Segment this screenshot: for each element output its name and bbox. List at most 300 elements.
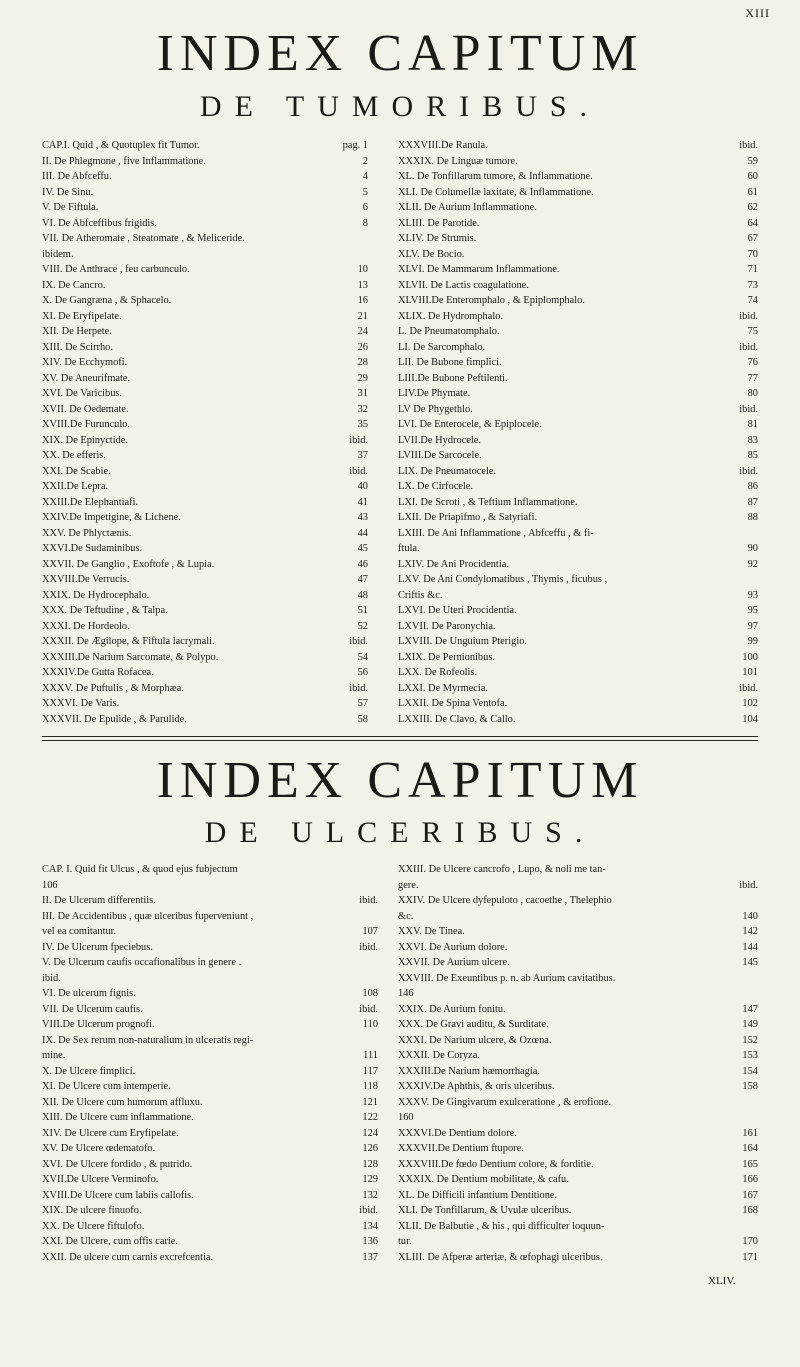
entry-page: 81 <box>747 419 758 430</box>
entry-page: 44 <box>357 527 368 539</box>
entry-page: 48 <box>357 589 368 601</box>
entry-title: XXXII. De Coryza. <box>398 1050 480 1061</box>
index-entry <box>398 971 758 987</box>
entry-title: CAP.I. Quid , & Quotuplex fit Tumor. <box>42 140 200 151</box>
entry-page: 51 <box>357 605 368 616</box>
entry-title: XXXVII. De Epulide , & Parulide. <box>42 713 187 725</box>
index-entry <box>398 1033 758 1049</box>
entry-title: 106 <box>42 879 58 891</box>
index-entry <box>398 278 758 294</box>
index-entry <box>42 878 378 894</box>
entry-page: 6 <box>362 202 368 213</box>
index-entry <box>398 541 758 557</box>
index-entry <box>42 231 368 247</box>
entry-title: LIX. De Pneumatocele. <box>398 465 497 477</box>
entry-title: LVI. De Enterocele, & Epiplocele. <box>398 419 542 430</box>
entry-page: 171 <box>742 1251 758 1263</box>
entry-title: XXXII. De Ægilope, & Fiftula lacrymali. <box>42 636 215 647</box>
entry-title: XXVIII. De Exeuntibus p. n. ab Aurium cavitatibus. <box>398 972 616 984</box>
index-entry <box>398 309 758 325</box>
index-entry <box>42 138 368 154</box>
entry-page: 128 <box>362 1158 378 1170</box>
entry-title: 160 <box>398 1112 414 1123</box>
index-entry <box>42 479 368 495</box>
index-entry <box>42 262 368 278</box>
entry-page: ibid. <box>359 895 378 906</box>
entry-title: XLV. De Bocio. <box>398 248 465 260</box>
entry-title: IV. De Ulcerum fpeciebus. <box>42 941 153 953</box>
index-entry <box>42 433 368 449</box>
entry-page: 26 <box>357 341 368 353</box>
entry-page: 10 <box>357 264 368 275</box>
entry-page: 77 <box>747 372 758 384</box>
entry-title: XXXVIII.De fœdo Dentium colore, & forditie. <box>398 1158 594 1170</box>
entry-page: 46 <box>357 558 368 570</box>
index-entry <box>42 712 368 728</box>
index-entry <box>398 1203 758 1219</box>
ulcers-right-column <box>398 862 758 1265</box>
index-entry <box>398 262 758 278</box>
entry-title: XLII. De Aurium Inflammatione. <box>398 202 537 213</box>
entry-page: ibid. <box>359 1003 378 1015</box>
entry-title: IX. De Sex rerum non-naturalium in ulceratis regi- <box>42 1034 254 1046</box>
entry-page: 85 <box>747 450 758 461</box>
index-entry <box>42 1157 378 1173</box>
entry-page: 118 <box>362 1081 378 1092</box>
entry-title: LXXIII. De Clavo, & Callo. <box>398 713 516 725</box>
entry-page: 88 <box>747 512 758 523</box>
entry-title: &c. <box>398 910 414 922</box>
entry-title: IV. De Sinu. <box>42 186 94 198</box>
index-entry <box>398 650 758 666</box>
entry-page: 61 <box>747 186 758 198</box>
index-entry <box>398 1017 758 1033</box>
index-entry <box>398 619 758 635</box>
index-entry <box>42 1064 378 1080</box>
entry-page: 74 <box>747 295 758 306</box>
index-entry <box>42 417 368 433</box>
entry-title: CAP. I. Quid fit Ulcus , & quod ejus fubjectum <box>42 864 238 875</box>
index-entry <box>42 955 378 971</box>
index-entry <box>42 619 368 635</box>
entry-title: XXIX. De Aurium fonitu. <box>398 1003 506 1015</box>
index-entry <box>42 402 368 418</box>
entry-page: 31 <box>357 388 368 399</box>
index-entry <box>398 200 758 216</box>
entry-title: XVII. De Oedemate. <box>42 403 129 415</box>
entry-title: LXVII. De Paronychia. <box>398 620 496 632</box>
entry-page: 153 <box>742 1050 758 1061</box>
index-entry <box>42 1141 378 1157</box>
index-entry <box>398 878 758 894</box>
index-entry <box>42 448 368 464</box>
entry-title: XIV. De Ecchymofi. <box>42 357 128 368</box>
index-entry <box>398 909 758 925</box>
entry-title: II. De Ulcerum differentiis. <box>42 895 156 906</box>
index-entry <box>398 986 758 1002</box>
index-entry <box>42 1002 378 1018</box>
entry-title: XXII.De Lepra. <box>42 481 109 492</box>
index-entry <box>398 464 758 480</box>
index-entry <box>42 696 368 712</box>
index-entry <box>42 1033 378 1049</box>
index-entry <box>42 293 368 309</box>
entry-page: 13 <box>357 279 368 291</box>
entry-title: LXIII. De Ani Inflammatione , Abfceffu , & fi- <box>398 527 594 539</box>
entry-title: XXV. De Tinea. <box>398 926 465 937</box>
entry-title: XXXVII.De Dentium ftupore. <box>398 1143 524 1154</box>
entry-page: 134 <box>362 1220 378 1232</box>
entry-title: tur. <box>398 1236 412 1247</box>
entry-page: 8 <box>362 217 368 229</box>
index-entry <box>42 355 368 371</box>
entry-title: gere. <box>398 879 419 891</box>
entry-title: LXII. De Priapifmo , & Satyriafi. <box>398 512 538 523</box>
entry-title: XVII.De Ulcere Verminofo. <box>42 1174 159 1185</box>
entry-title: XXVI.De Sudaminibus. <box>42 543 143 554</box>
index-entry <box>398 1002 758 1018</box>
entry-page: 92 <box>747 558 758 570</box>
index-entry <box>398 1250 758 1266</box>
entry-title: V. De Fiftula. <box>42 202 99 213</box>
entry-title: XLII. De Balbutie , & his , qui difficulter loquun- <box>398 1220 605 1232</box>
entry-page: ibid. <box>349 636 368 647</box>
entry-title: XXI. De Scabie. <box>42 465 111 477</box>
entry-title: XIX. De Epinyctide. <box>42 434 128 446</box>
entry-title: VI. De Abfceffibus frigidis. <box>42 217 157 229</box>
entry-title: XXXI. De Hordeolo. <box>42 620 130 632</box>
entry-title: LV De Phygethlo. <box>398 403 473 415</box>
index-entry <box>398 862 758 878</box>
index-entry <box>398 355 758 371</box>
entry-title: XLIII. De Parotide. <box>398 217 480 229</box>
index-entry <box>42 324 368 340</box>
entry-page: pag. 1 <box>342 140 368 151</box>
index-entry <box>398 417 758 433</box>
entry-title: XIV. De Ulcere cum Eryfipelate. <box>42 1127 179 1139</box>
section-divider <box>42 736 758 737</box>
index-entry <box>398 1219 758 1235</box>
entry-title: XXV. De Phlyctænis. <box>42 527 132 539</box>
index-entry <box>42 216 368 232</box>
entry-title: LXXI. De Myrmecia. <box>398 682 489 694</box>
entry-title: ftula. <box>398 543 420 554</box>
index-entry <box>398 1126 758 1142</box>
index-entry <box>42 971 378 987</box>
entry-page: 45 <box>357 543 368 554</box>
tumors-left-column <box>42 138 368 727</box>
entry-page: 16 <box>357 295 368 306</box>
entry-title: LII. De Bubone fimplici. <box>398 357 502 368</box>
entry-title: XIX. De ulcere finuofo. <box>42 1205 142 1216</box>
entry-page: 87 <box>747 496 758 508</box>
index-entry <box>42 940 378 956</box>
index-entry <box>398 169 758 185</box>
index-entry <box>398 433 758 449</box>
entry-title: XLIX. De Hydromphalo. <box>398 310 504 322</box>
index-entry <box>42 526 368 542</box>
entry-title: XXXV. De Puftulis , & Morphæa. <box>42 682 184 694</box>
entry-title: XXVII. De Ganglio , Exoftofe , & Lupia. <box>42 558 215 570</box>
index-entry <box>42 200 368 216</box>
entry-page: 101 <box>742 667 758 678</box>
entry-title: LXX. De Rofeolis. <box>398 667 478 678</box>
index-entry <box>42 495 368 511</box>
entry-page: 142 <box>742 926 758 937</box>
index-entry <box>398 1141 758 1157</box>
entry-title: XXVII. De Aurium ulcere. <box>398 957 510 968</box>
index-entry <box>398 510 758 526</box>
entry-title: XL. De Tonfillarum tumore, & Inflammatione. <box>398 171 593 182</box>
index-entry <box>42 634 368 650</box>
entry-title: VIII.De Ulcerum prognofi. <box>42 1019 155 1030</box>
entry-title: LIII.De Bubone Peftilenti. <box>398 372 508 384</box>
entry-title: XIII. De Ulcere cum inflammatione. <box>42 1112 194 1123</box>
index-entry <box>42 386 368 402</box>
entry-page: 59 <box>747 155 758 167</box>
index-entry <box>42 154 368 170</box>
entry-page: 110 <box>362 1019 378 1030</box>
index-entry <box>42 1126 378 1142</box>
index-entry <box>398 572 758 588</box>
entry-page: 64 <box>747 217 758 229</box>
entry-title: LXV. De Ani Condylomatibus , Thymis , ficubus , <box>398 574 608 585</box>
entry-title: Criftis &c. <box>398 589 443 601</box>
index-entry <box>42 924 378 940</box>
index-entry <box>398 479 758 495</box>
entry-page: 90 <box>747 543 758 554</box>
entry-page: 32 <box>357 403 368 415</box>
entry-page: 147 <box>742 1003 758 1015</box>
entry-title: XXIII.De Elephantiafi. <box>42 496 139 508</box>
entry-page: 129 <box>362 1174 378 1185</box>
index-entry <box>42 1017 378 1033</box>
index-entry <box>42 572 368 588</box>
index-entry <box>398 138 758 154</box>
index-entry <box>398 924 758 940</box>
entry-title: XXIV.De Impetigine, & Lichene. <box>42 512 181 523</box>
entry-page: ibid. <box>739 140 758 151</box>
entry-page: 104 <box>742 713 758 725</box>
entry-title: LI. De Sarcomphalo. <box>398 341 486 353</box>
entry-title: XXX. De Teftudine , & Talpa. <box>42 605 168 616</box>
entry-page: 132 <box>362 1189 378 1201</box>
entry-page: 149 <box>742 1019 758 1030</box>
index-entry <box>42 309 368 325</box>
entry-page: 122 <box>362 1112 378 1123</box>
entry-title: ibidem. <box>42 248 74 260</box>
entry-page: 140 <box>742 910 758 922</box>
ulcers-left-column <box>42 862 378 1265</box>
entry-page: 145 <box>742 957 758 968</box>
entry-page: 93 <box>747 589 758 601</box>
entry-page: 41 <box>357 496 368 508</box>
entry-title: X. De Gangræna , & Sphacelo. <box>42 295 172 306</box>
index-entry <box>398 1234 758 1250</box>
index-entry <box>398 1095 758 1111</box>
index-entry <box>398 955 758 971</box>
entry-title: mine. <box>42 1050 66 1061</box>
entry-title: LXI. De Scroti , & Teftium Inflammatione. <box>398 496 578 508</box>
entry-page: 168 <box>742 1205 758 1216</box>
entry-page: 47 <box>357 574 368 585</box>
entry-page: 99 <box>747 636 758 647</box>
entry-title: XXXIV.De Gutta Rofacea. <box>42 667 154 678</box>
entry-page: 144 <box>742 941 758 953</box>
entry-page: 165 <box>742 1158 758 1170</box>
entry-title: ibid. <box>42 972 61 984</box>
entry-page: 28 <box>357 357 368 368</box>
entry-title: X. De Ulcere fimplici. <box>42 1065 136 1077</box>
entry-page: 43 <box>357 512 368 523</box>
entry-page: 100 <box>742 651 758 663</box>
index-entry <box>398 1110 758 1126</box>
entry-page: 170 <box>742 1236 758 1247</box>
index-entry <box>398 371 758 387</box>
entry-title: XVI. De Varicibus. <box>42 388 123 399</box>
entry-page: 124 <box>362 1127 378 1139</box>
entry-title: VIII. De Anthrace , feu carbunculo. <box>42 264 190 275</box>
entry-page: ibid. <box>349 682 368 694</box>
entry-page: 167 <box>742 1189 758 1201</box>
index-entry <box>398 386 758 402</box>
index-entry <box>42 1250 378 1266</box>
index-entry <box>398 1172 758 1188</box>
index-entry <box>42 1203 378 1219</box>
entry-page: 73 <box>747 279 758 291</box>
index-entry <box>42 862 378 878</box>
entry-page: 35 <box>357 419 368 430</box>
entry-title: LXXII. De Spina Ventofa. <box>398 698 508 709</box>
entry-page: 95 <box>747 605 758 616</box>
entry-title: XXIII. De Ulcere cancrofo , Lupo, & noli me tan- <box>398 864 606 875</box>
entry-page: 126 <box>362 1143 378 1154</box>
entry-title: XXX. De Gravi auditu, & Surditate. <box>398 1019 549 1030</box>
index-entry <box>398 681 758 697</box>
index-entry <box>398 634 758 650</box>
entry-title: XLI. De Columellæ laxitate, & Inflammatione. <box>398 186 594 198</box>
entry-title: XXXIV.De Aphthis, & oris ulceribus. <box>398 1081 555 1092</box>
index-entry <box>42 1188 378 1204</box>
entry-title: XVIII.De Furunculo. <box>42 419 131 430</box>
entry-page: 161 <box>742 1127 758 1139</box>
index-entry <box>398 526 758 542</box>
index-entry <box>398 940 758 956</box>
entry-title: IX. De Cancro. <box>42 279 106 291</box>
entry-title: VII. De Ulcerum caufis. <box>42 1003 143 1015</box>
entry-title: XI. De Ulcere cum intemperie. <box>42 1081 171 1092</box>
entry-title: XXI. De Ulcere, cum offis carie. <box>42 1236 178 1247</box>
index-entry <box>398 1064 758 1080</box>
index-entry <box>398 216 758 232</box>
index-entry <box>42 665 368 681</box>
index-entry <box>398 893 758 909</box>
entry-page: ibid. <box>739 879 758 891</box>
index-entry <box>42 1219 378 1235</box>
entry-title: XXXIII.De Narium hæmorrhagia. <box>398 1065 540 1077</box>
entry-page: 24 <box>357 326 368 337</box>
index-entry <box>42 986 378 1002</box>
entry-page: 164 <box>742 1143 758 1154</box>
entry-page: 117 <box>362 1065 378 1077</box>
index-entry <box>42 1048 378 1064</box>
entry-title: XXIX. De Hydrocephalo. <box>42 589 150 601</box>
index-entry <box>42 371 368 387</box>
entry-page: 71 <box>747 264 758 275</box>
index-title-tumors: INDEX CAPITUM <box>156 25 644 82</box>
index-entry <box>398 340 758 356</box>
entry-page: 21 <box>357 310 368 322</box>
index-entry <box>398 696 758 712</box>
entry-title: XXXIX. De Dentium mobilitate, & cafu. <box>398 1174 569 1185</box>
entry-title: XXXIII.De Narium Sarcomate, & Polypo. <box>42 651 219 663</box>
entry-title: XV. De Aneurifmate. <box>42 372 131 384</box>
entry-page: 60 <box>747 171 758 182</box>
entry-page: 86 <box>747 481 758 492</box>
index-entry <box>398 603 758 619</box>
entry-page: 40 <box>357 481 368 492</box>
entry-title: III. De Accidentibus , quæ ulceribus fuperveniunt , <box>42 910 254 922</box>
page-number: XIII <box>745 6 770 20</box>
index-entry <box>42 557 368 573</box>
index-entry <box>398 448 758 464</box>
index-entry <box>42 909 378 925</box>
entry-page: 137 <box>362 1251 378 1263</box>
index-entry <box>42 1079 378 1095</box>
entry-page: ibid. <box>739 403 758 415</box>
entry-title: XLIV. De Strumis. <box>398 233 477 244</box>
index-entry <box>398 1079 758 1095</box>
entry-title: XXIV. De Ulcere dyfepuloto , cacoethe , Thelephio <box>398 895 612 906</box>
entry-page: 136 <box>362 1236 378 1247</box>
index-entry <box>398 1188 758 1204</box>
index-subtitle-tumors: DE TUMORIBUS. <box>199 90 601 123</box>
entry-title: II. De Phlegmone , five Inflammatione. <box>42 155 206 167</box>
entry-title: XXXI. De Narium ulcere, & Ozœna. <box>398 1034 552 1046</box>
index-entry <box>42 1095 378 1111</box>
entry-page: 37 <box>357 450 368 461</box>
entry-title: V. De Ulcerum caufis occafionalibus in genere . <box>42 957 242 968</box>
index-entry <box>42 278 368 294</box>
section-divider-thin <box>42 740 758 741</box>
index-entry <box>42 893 378 909</box>
entry-title: L. De Pneumatomphalo. <box>398 326 500 337</box>
entry-page: 67 <box>747 233 758 244</box>
entry-title: LXVIII. De Unguium Pterigio. <box>398 636 527 647</box>
entry-title: XVI. De Ulcere fordido , & putrido. <box>42 1158 193 1170</box>
index-entry <box>42 681 368 697</box>
entry-page: 5 <box>362 186 368 198</box>
entry-page: 54 <box>357 651 368 663</box>
entry-title: III. De Abfceffu. <box>42 171 112 182</box>
entry-title: XXXVI.De Dentium dolore. <box>398 1127 517 1139</box>
entry-page: ibid. <box>349 434 368 446</box>
index-entry <box>398 1048 758 1064</box>
entry-title: XII. De Herpete. <box>42 326 112 337</box>
entry-page: 166 <box>742 1174 758 1185</box>
entry-page: 102 <box>742 698 758 709</box>
index-entry <box>398 1157 758 1173</box>
index-entry <box>398 154 758 170</box>
entry-page: 107 <box>362 926 378 937</box>
entry-title: LVIII.De Sarcocele. <box>398 450 482 461</box>
entry-page: 4 <box>362 171 368 182</box>
entry-title: LVII.De Hydrocele. <box>398 434 481 446</box>
entry-page: 52 <box>357 620 368 632</box>
entry-page: 121 <box>362 1096 378 1108</box>
index-entry <box>398 588 758 604</box>
entry-page: ibid. <box>739 465 758 477</box>
